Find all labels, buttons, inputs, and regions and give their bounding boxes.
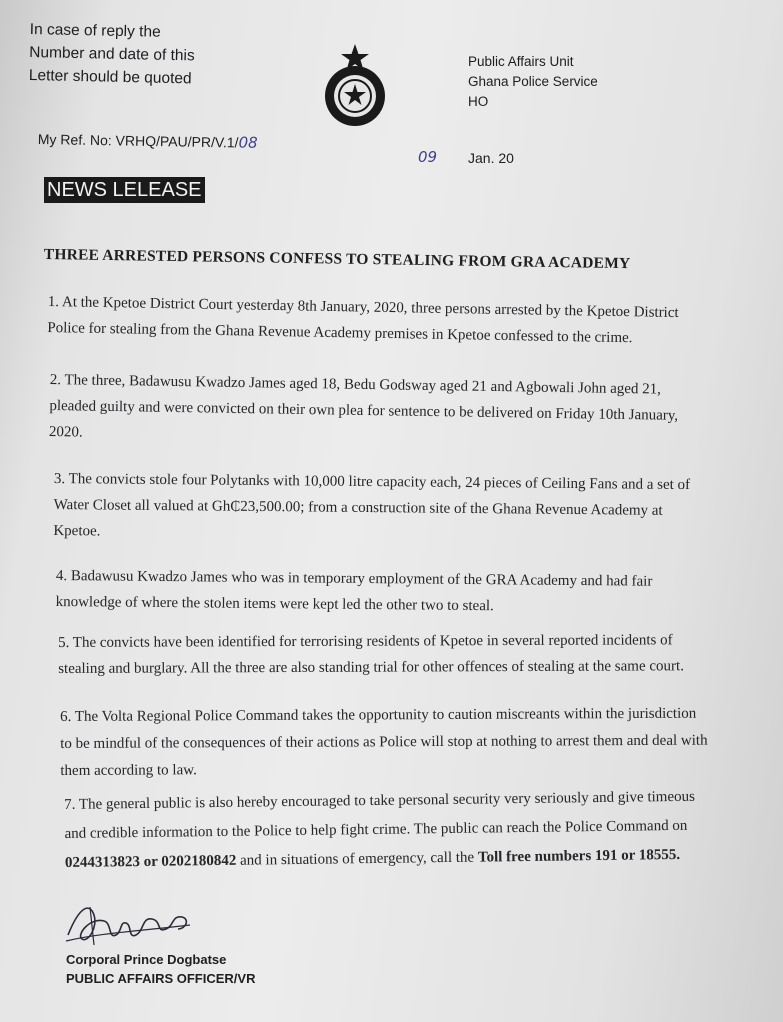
- paragraph-1: [47, 289, 748, 353]
- paragraph-2: [49, 367, 750, 456]
- paragraph-line: them according to law.: [60, 762, 197, 779]
- paragraph-line: 5. The convicts have been identified for terrorising residents of Kpetoe in several reported incidents of: [58, 632, 673, 651]
- date-month-year: Jan. 20: [468, 150, 514, 166]
- paragraph-line: 7. The general public is also hereby encouraged to take personal security very seriously and give timeous: [64, 788, 696, 813]
- address-line: HO: [468, 94, 489, 109]
- paragraph-line: pleaded guilty and were convicted on their own plea for sentence to be delivered on Friday 10th January,: [49, 397, 679, 424]
- paragraph-3: [53, 466, 754, 551]
- paragraph-line: 2020.: [48, 423, 83, 441]
- press-headline: THREE ARRESTED PERSONS CONFESS TO STEALING FROM GRA ACADEMY: [43, 246, 631, 273]
- paragraph-7: [64, 782, 765, 878]
- paragraph-line: to be mindful of the consequences of their actions as Police will stop at nothing to arrest them and deal with: [60, 732, 708, 752]
- reference-number: [38, 130, 258, 152]
- paragraph-line: Kpetoe.: [53, 522, 101, 540]
- phone-number: 0202180842: [161, 852, 237, 870]
- paragraph-4: [56, 563, 756, 622]
- paragraph-line: 1. At the Kpetoe District Court yesterday 8th January, 2020, three persons arrested by the Kpetoe District: [47, 293, 679, 322]
- paragraph-5: [58, 627, 758, 682]
- toll-free-numbers: Toll free numbers 191 or 18555.: [477, 846, 681, 866]
- paragraph-line: 6. The Volta Regional Police Command takes the opportunity to caution miscreants within the jurisdiction: [60, 705, 697, 725]
- date-handwritten-day: 09: [418, 148, 438, 166]
- reference-label: My Ref. No: VRHQ/PAU/PR/V.1/: [37, 130, 239, 151]
- paragraph-line: Water Closet all valued at Gh₵23,500.00; from a construction site of the Ghana Revenue Academy at: [53, 496, 663, 519]
- paragraph-line: and credible information to the Police to help fight crime. The public can reach the Police Command on: [64, 817, 688, 842]
- police-crest-logo: [320, 42, 390, 130]
- paragraph-6: [60, 700, 760, 785]
- reply-instruction-line: In case of reply the: [29, 20, 161, 41]
- reply-instruction-line: Number and date of this: [29, 43, 195, 65]
- address-line: Ghana Police Service: [468, 74, 598, 89]
- paragraph-line: 3. The convicts stole four Polytanks with 10,000 litre capacity each, 24 pieces of Ceiling Fans and a set of: [53, 470, 691, 494]
- reply-instruction: [29, 18, 250, 92]
- paragraph-line: 2. The three, Badawusu Kwadzo James aged 18, Bedu Godsway aged 21 and Agbowali John aged 21,: [49, 371, 662, 398]
- phone-connector: or: [139, 853, 162, 871]
- paragraph-line: knowledge of where the stolen items were kept led the other two to steal.: [55, 593, 494, 615]
- signatory-block: [66, 950, 255, 988]
- paragraph-line: Police for stealing from the Ghana Revenue Academy premises in Kpetoe confessed to the crime.: [47, 319, 633, 347]
- paragraph-text: and in situations of emergency, call the: [236, 849, 479, 869]
- reply-instruction-line: Letter should be quoted: [28, 66, 192, 88]
- paragraph-line: stealing and burglary. All the three are also standing trial for other offences of stealing at the same court.: [58, 658, 684, 677]
- phone-number: 0244313823: [64, 854, 141, 871]
- sender-address: [468, 52, 598, 112]
- address-line: Public Affairs Unit: [468, 54, 574, 69]
- signatory-name: Corporal Prince Dogbatse: [66, 952, 227, 967]
- signatory-title: PUBLIC AFFAIRS OFFICER/VR: [66, 971, 256, 986]
- handwritten-signature: [60, 895, 200, 955]
- paragraph-line: 4. Badawusu Kwadzo James who was in temporary employment of the GRA Academy and had fair: [55, 567, 653, 590]
- news-release-banner: NEWS LELEASE: [44, 177, 205, 203]
- reference-handwritten-number: 08: [238, 133, 258, 152]
